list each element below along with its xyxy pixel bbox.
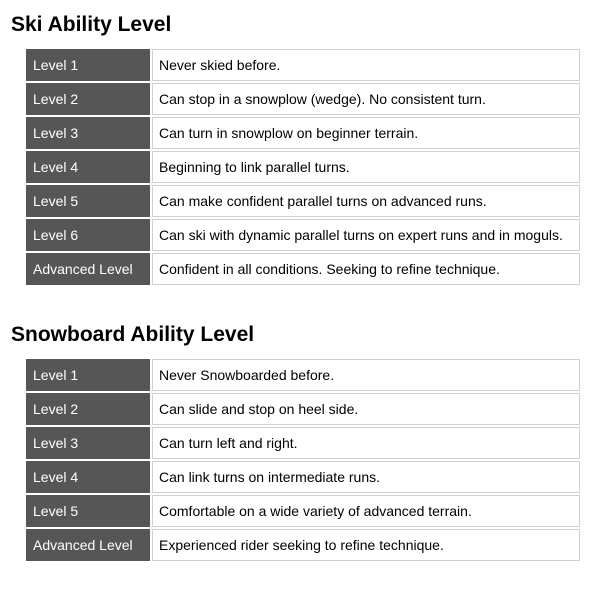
level-cell: Level 3 [26,117,150,149]
level-cell: Level 1 [26,49,150,81]
table-row [26,117,580,149]
level-cell: Level 4 [26,151,150,183]
table-row [26,185,580,217]
level-cell: Level 6 [26,219,150,251]
description-cell: Comfortable on a wide variety of advanced terrain. [152,495,580,527]
table-row [26,461,580,493]
table-row [26,529,580,561]
description-cell: Can stop in a snowplow (wedge). No consistent turn. [152,83,580,115]
level-cell: Level 1 [26,359,150,391]
level-cell: Level 4 [26,461,150,493]
table-row [26,427,580,459]
description-cell: Can link turns on intermediate runs. [152,461,580,493]
description-cell: Can ski with dynamic parallel turns on expert runs and in moguls. [152,219,580,251]
description-cell: Can make confident parallel turns on advanced runs. [152,185,580,217]
description-cell: Never Snowboarded before. [152,359,580,391]
description-cell: Can turn in snowplow on beginner terrain. [152,117,580,149]
description-cell: Never skied before. [152,49,580,81]
ski-ability-heading: Ski Ability Level [11,13,172,36]
level-cell: Level 5 [26,185,150,217]
description-cell: Confident in all conditions. Seeking to refine technique. [152,253,580,285]
description-cell: Beginning to link parallel turns. [152,151,580,183]
level-cell: Level 3 [26,427,150,459]
table-row [26,393,580,425]
level-cell: Advanced Level [26,529,150,561]
description-cell: Can slide and stop on heel side. [152,393,580,425]
level-cell: Level 2 [26,83,150,115]
table-row [26,495,580,527]
table-row [26,219,580,251]
table-row [26,83,580,115]
description-cell: Experienced rider seeking to refine technique. [152,529,580,561]
table-row [26,151,580,183]
table-row [26,49,580,81]
snowboard-ability-heading: Snowboard Ability Level [11,323,255,346]
level-cell: Advanced Level [26,253,150,285]
snowboard-ability-table [24,357,582,563]
description-cell: Can turn left and right. [152,427,580,459]
ski-ability-table [24,47,582,287]
level-cell: Level 2 [26,393,150,425]
level-cell: Level 5 [26,495,150,527]
table-row [26,359,580,391]
table-row [26,253,580,285]
